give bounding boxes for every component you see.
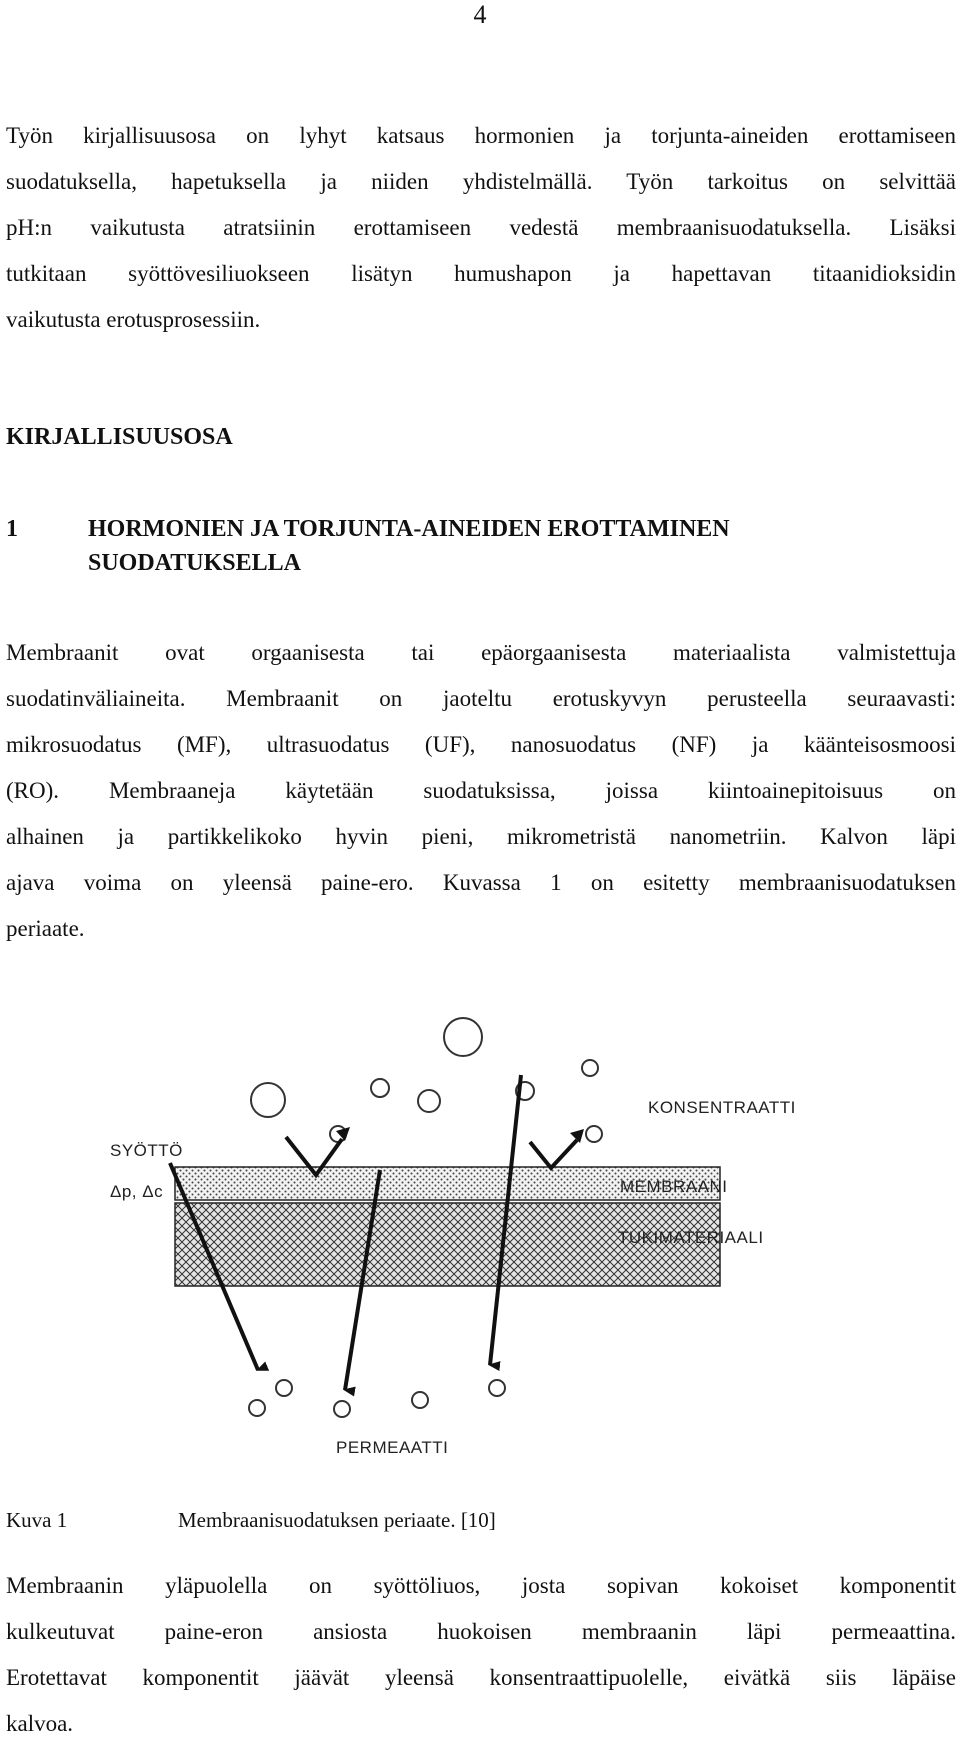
- particle-circle: [412, 1392, 428, 1408]
- caption-label: Kuva 1: [6, 1508, 68, 1532]
- particle-circle: [489, 1380, 505, 1396]
- support-label: TUKIMATERIAALI: [618, 1228, 764, 1247]
- text-line: tutkitaan syöttövesiliuokseen lisätyn humushapon ja hapettavan titaanidioksidin: [6, 261, 956, 286]
- caption-text: Membraanisuodatuksen periaate. [10]: [178, 1508, 496, 1532]
- text-line: suodatuksella, hapetuksella ja niiden yhdistelmällä. Työn tarkoitus on selvittää: [6, 169, 956, 194]
- particle-circle: [249, 1400, 265, 1416]
- text-line: alhainen ja partikkelikoko hyvin pieni, mikrometristä nanometriin. Kalvon läpi: [6, 824, 956, 849]
- chapter-number: 1: [6, 516, 18, 542]
- text-line: suodatinväliaineita. Membraanit on jaoteltu erotuskyvyn perusteella seuraavasti:: [6, 686, 956, 711]
- text-line: Membraanit ovat orgaanisesta tai epäorgaanisesta materiaalista valmistettuja: [6, 640, 956, 665]
- closing-paragraph: [6, 1563, 956, 1747]
- chapter-title: [88, 512, 948, 580]
- intro-paragraph: [6, 113, 956, 343]
- text-line: periaate.: [6, 916, 85, 941]
- text-line: ajava voima on yleensä paine-ero. Kuvassa 1 on esitetty membraanisuodatuksen: [6, 870, 956, 895]
- particle-circle: [582, 1060, 598, 1076]
- particle-circle: [444, 1018, 482, 1056]
- membrane-filtration-figure: [110, 1010, 910, 1460]
- page-number: 4: [473, 0, 487, 29]
- text-line: Erotettavat komponentit jäävät yleensä konsentraattipuolelle, eivätkä siis läpäise: [6, 1665, 956, 1690]
- text-line: (RO). Membraaneja käytetään suodatuksissa, joissa kiintoainepitoisuus on: [6, 778, 956, 803]
- particle-circle: [418, 1090, 440, 1112]
- text-line: pH:n vaikutusta atratsiinin erottamiseen vedestä membraanisuodatuksella. Lisäksi: [6, 215, 956, 240]
- text-line: kalvoa.: [6, 1711, 74, 1736]
- chapter-title-line: SUODATUKSELLA: [88, 550, 301, 576]
- reflected-arrow: [530, 1140, 577, 1168]
- particle-circle: [251, 1083, 285, 1117]
- membrane-paragraph: [6, 630, 956, 952]
- section-heading: KIRJALLISUUSOSA: [6, 424, 233, 450]
- concentrate-label: KONSENTRAATTI: [648, 1098, 796, 1117]
- particle-circle: [334, 1401, 350, 1417]
- text-line: Työn kirjallisuusosa on lyhyt katsaus hormonien ja torjunta-aineiden erottamiseen: [6, 123, 956, 148]
- particle-circle: [586, 1126, 602, 1142]
- permeate-label: PERMEAATTI: [336, 1438, 449, 1457]
- chapter-title-line: HORMONIEN JA TORJUNTA-AINEIDEN EROTTAMINEN: [88, 516, 730, 542]
- text-line: kulkeutuvat paine-eron ansiosta huokoisen membraanin läpi permeaattina.: [6, 1619, 956, 1644]
- text-line: Membraanin yläpuolella on syöttöliuos, josta sopivan kokoiset komponentit: [6, 1573, 956, 1598]
- membrane-label: MEMBRAANI: [620, 1177, 728, 1196]
- driving-force-label: Δp, Δc: [110, 1182, 164, 1201]
- particle-circle: [276, 1380, 292, 1396]
- text-line: mikrosuodatus (MF), ultrasuodatus (UF), nanosuodatus (NF) ja käänteisosmoosi: [6, 732, 956, 757]
- text-line: vaikutusta erotusprosessiin.: [6, 307, 261, 332]
- membrane-diagram: [110, 1010, 910, 1460]
- particle-circle: [371, 1079, 389, 1097]
- feed-label: SYÖTTÖ: [110, 1141, 183, 1160]
